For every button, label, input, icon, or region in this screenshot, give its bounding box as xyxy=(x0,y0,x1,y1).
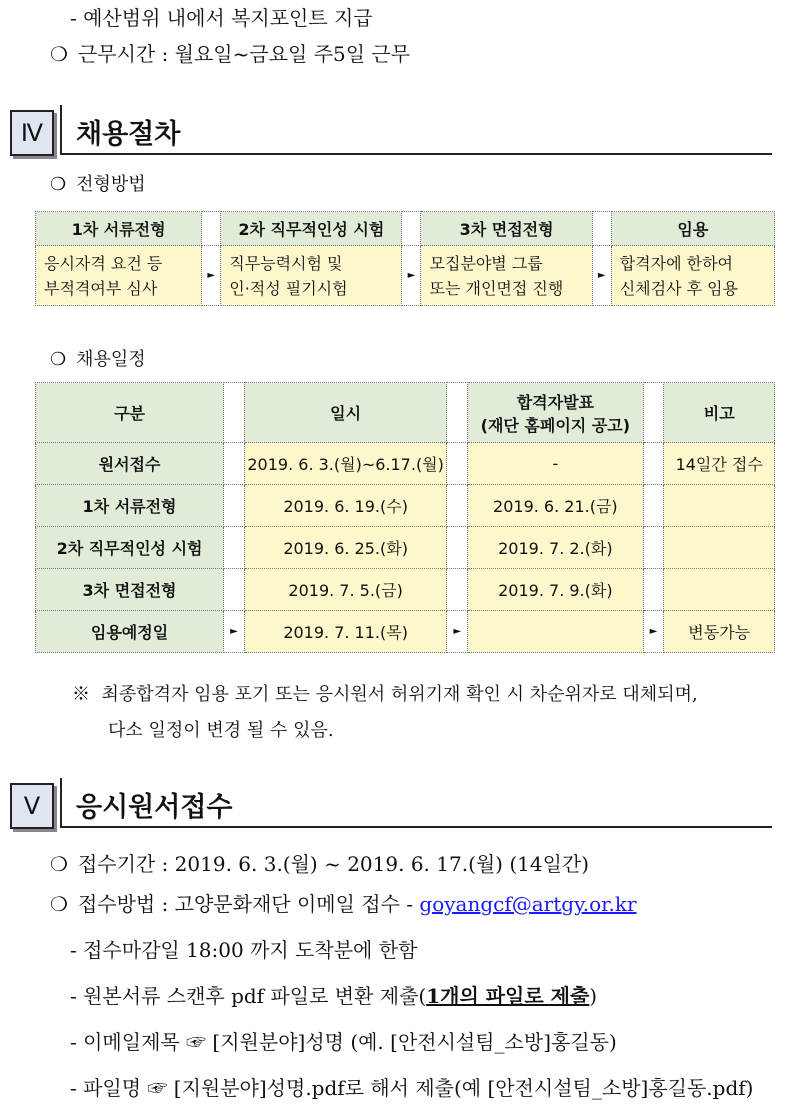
notice-mark: ※ xyxy=(72,684,90,705)
process-step-4-detail: 합격자에 한하여 신체검사 후 임용 xyxy=(611,246,774,306)
arrow-right-icon: ► xyxy=(447,611,468,653)
row-name: 원서접수 xyxy=(36,443,224,485)
table-row xyxy=(36,611,775,653)
row-note: 변동가능 xyxy=(664,611,775,653)
deadline-item: - 접수마감일 18:00 까지 도착분에 한함 xyxy=(70,938,418,962)
section-divider xyxy=(60,105,62,155)
section-title-application: 응시원서접수 xyxy=(76,792,233,823)
section-underline xyxy=(60,153,772,155)
row-result: - xyxy=(468,443,643,485)
welfare-point-line: - 예산범위 내에서 복지포인트 지급 xyxy=(70,6,373,30)
process-step-1-detail: 응시자격 요건 등 부적격여부 심사 xyxy=(36,246,202,306)
single-file-emphasis: 1개의 파일로 제출 xyxy=(426,984,590,1008)
application-method-text: 접수방법 : 고양문화재단 이메일 접수 - xyxy=(77,892,420,916)
row-result: 2019. 6. 21.(금) xyxy=(468,485,643,527)
application-period-text: 접수기간 : 2019. 6. 3.(월) ~ 2019. 6. 17.(월) (14일간) xyxy=(77,852,590,876)
notice-line-1 xyxy=(72,680,698,706)
bullet-icon: ❍ xyxy=(50,349,67,370)
work-hours-line xyxy=(50,38,410,67)
row-name: 임용예정일 xyxy=(36,611,224,653)
arrow-right-icon: ► xyxy=(402,246,421,306)
row-result xyxy=(468,611,643,653)
schedule-heading xyxy=(50,345,146,371)
row-name: 3차 면접전형 xyxy=(36,569,224,611)
arrow-right-icon: ► xyxy=(643,611,664,653)
filename-item: - 파일명 ☞ [지원분야]성명.pdf로 해서 제출(예 [안전시설팀_소방]홍길동.pdf) xyxy=(70,1076,754,1100)
schedule-table xyxy=(35,382,775,653)
row-result: 2019. 7. 9.(화) xyxy=(468,569,643,611)
table-row xyxy=(36,569,775,611)
process-step-4-header: 임용 xyxy=(611,212,774,246)
schedule-label: 채용일정 xyxy=(76,349,146,370)
notice-line-2: 다소 일정이 변경 될 수 있음. xyxy=(108,720,334,741)
selection-method-heading xyxy=(50,170,146,196)
col-header-note: 비고 xyxy=(664,383,775,443)
section-title-hiring-process: 채용절차 xyxy=(76,119,181,150)
arrow-right-icon: ► xyxy=(202,246,221,306)
bullet-icon: ❍ xyxy=(50,852,68,876)
row-date: 2019. 6. 25.(화) xyxy=(244,527,446,569)
section-underline xyxy=(60,826,772,828)
table-row xyxy=(36,443,775,485)
email-subject-item: - 이메일제목 ☞ [지원분야]성명 (예. [안전시설팀_소방]홍길동) xyxy=(70,1030,617,1054)
row-date: 2019. 6. 3.(월)~6.17.(월) xyxy=(244,443,446,485)
section-number-5: Ⅴ xyxy=(10,783,54,829)
application-method-line xyxy=(50,888,637,917)
row-date: 2019. 7. 11.(목) xyxy=(244,611,446,653)
bullet-icon: ❍ xyxy=(50,42,68,66)
process-step-3-detail: 모집분야별 그룹 또는 개인면접 진행 xyxy=(421,246,592,306)
col-header-category: 구분 xyxy=(36,383,224,443)
row-name: 2차 직무적인성 시험 xyxy=(36,527,224,569)
row-result: 2019. 7. 2.(화) xyxy=(468,527,643,569)
table-row xyxy=(36,527,775,569)
row-name: 1차 서류전형 xyxy=(36,485,224,527)
row-note xyxy=(664,527,775,569)
section-number-4: Ⅳ xyxy=(10,110,54,156)
row-note xyxy=(664,485,775,527)
col-header-date: 일시 xyxy=(244,383,446,443)
row-note: 14일간 접수 xyxy=(664,443,775,485)
row-date: 2019. 7. 5.(금) xyxy=(244,569,446,611)
pdf-submission-item: - 원본서류 스캔후 pdf 파일로 변환 제출(1개의 파일로 제출) xyxy=(70,984,598,1008)
bullet-icon: ❍ xyxy=(50,174,67,195)
process-table xyxy=(35,211,775,306)
col-header-result: 합격자발표 (재단 홈페이지 공고) xyxy=(468,383,643,443)
selection-method-label: 전형방법 xyxy=(76,174,146,195)
process-step-1-header: 1차 서류전형 xyxy=(36,212,202,246)
process-step-3-header: 3차 면접전형 xyxy=(421,212,592,246)
arrow-right-icon: ► xyxy=(592,246,611,306)
bullet-icon: ❍ xyxy=(50,892,68,916)
row-note xyxy=(664,569,775,611)
notice-text-1: 최종합격자 임용 포기 또는 응시원서 허위기재 확인 시 차순위자로 대체되며, xyxy=(101,684,698,705)
section-divider xyxy=(60,778,62,828)
email-link[interactable]: goyangcf@artgy.or.kr xyxy=(419,892,637,916)
table-row xyxy=(36,485,775,527)
application-period-line xyxy=(50,848,589,877)
process-step-2-header: 2차 직무적인성 시험 xyxy=(221,212,402,246)
work-hours-text: 근무시간 : 월요일~금요일 주5일 근무 xyxy=(77,42,411,66)
row-date: 2019. 6. 19.(수) xyxy=(244,485,446,527)
process-step-2-detail: 직무능력시험 및 인·적성 필기시험 xyxy=(221,246,402,306)
arrow-right-icon: ► xyxy=(224,611,245,653)
